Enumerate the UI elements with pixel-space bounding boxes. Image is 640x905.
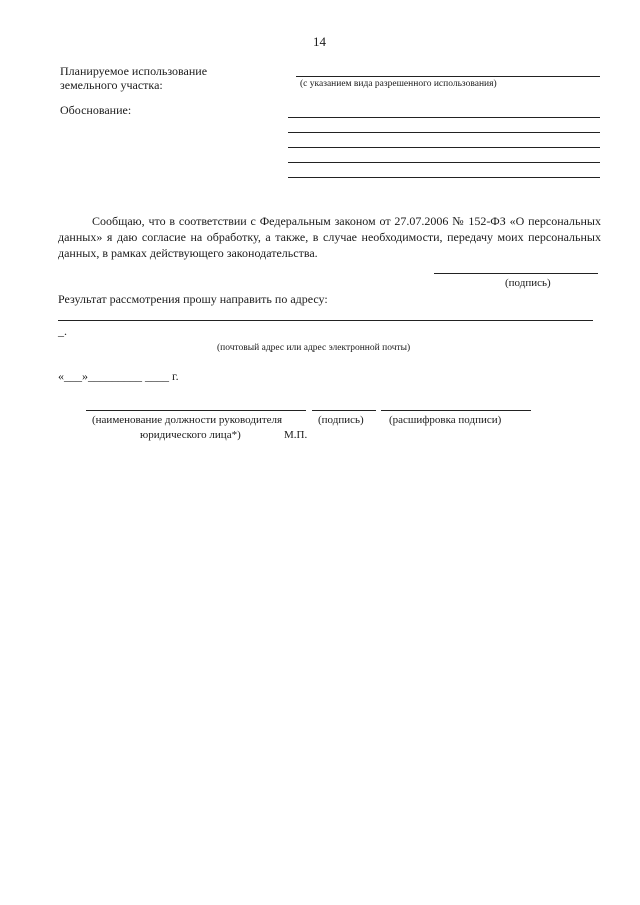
result-address-hint: (почтовый адрес или адрес электронной почты)	[217, 343, 411, 353]
justification-line-5[interactable]	[288, 177, 600, 178]
land-use-label-line2: земельного участка:	[60, 78, 163, 92]
stamp-label: М.П.	[284, 429, 308, 441]
position-hint-line1: (наименование должности руководителя	[92, 414, 283, 426]
justification-line-1[interactable]	[288, 117, 600, 118]
land-use-label-line1: Планируемое использование	[60, 64, 208, 78]
land-use-field-line[interactable]	[296, 76, 600, 77]
justification-line-4[interactable]	[288, 162, 600, 163]
position-hint-line2: юридического лица*)	[140, 429, 241, 441]
date-line[interactable]: «___»_________ ____ г.	[58, 369, 179, 383]
justification-label: Обоснование:	[60, 103, 132, 117]
justification-line-2[interactable]	[288, 132, 600, 133]
decoding-line[interactable]	[381, 410, 531, 411]
consent-paragraph	[58, 213, 601, 261]
result-address-label: Результат рассмотрения прошу направить по адресу:	[58, 292, 328, 306]
consent-text: Сообщаю, что в соответствии с Федеральным законом от 27.07.2006 № 152-ФЗ «О персональных данных» я даю согласие на обработку, а также, в случае необходимости, передачу моих персональных данных, в рамках действующего законодательства.	[58, 214, 601, 260]
result-address-trailing: _.	[58, 324, 67, 338]
signature-hint: (подпись)	[318, 414, 364, 426]
page-number: 14	[313, 34, 326, 49]
position-line[interactable]	[86, 410, 306, 411]
consent-signature-line[interactable]	[434, 273, 598, 274]
result-address-line[interactable]	[58, 320, 593, 321]
signature-line[interactable]	[312, 410, 376, 411]
decoding-hint: (расшифровка подписи)	[389, 414, 502, 426]
justification-line-3[interactable]	[288, 147, 600, 148]
land-use-hint: (с указанием вида разрешенного использования)	[300, 79, 497, 89]
consent-signature-hint: (подпись)	[505, 277, 551, 289]
